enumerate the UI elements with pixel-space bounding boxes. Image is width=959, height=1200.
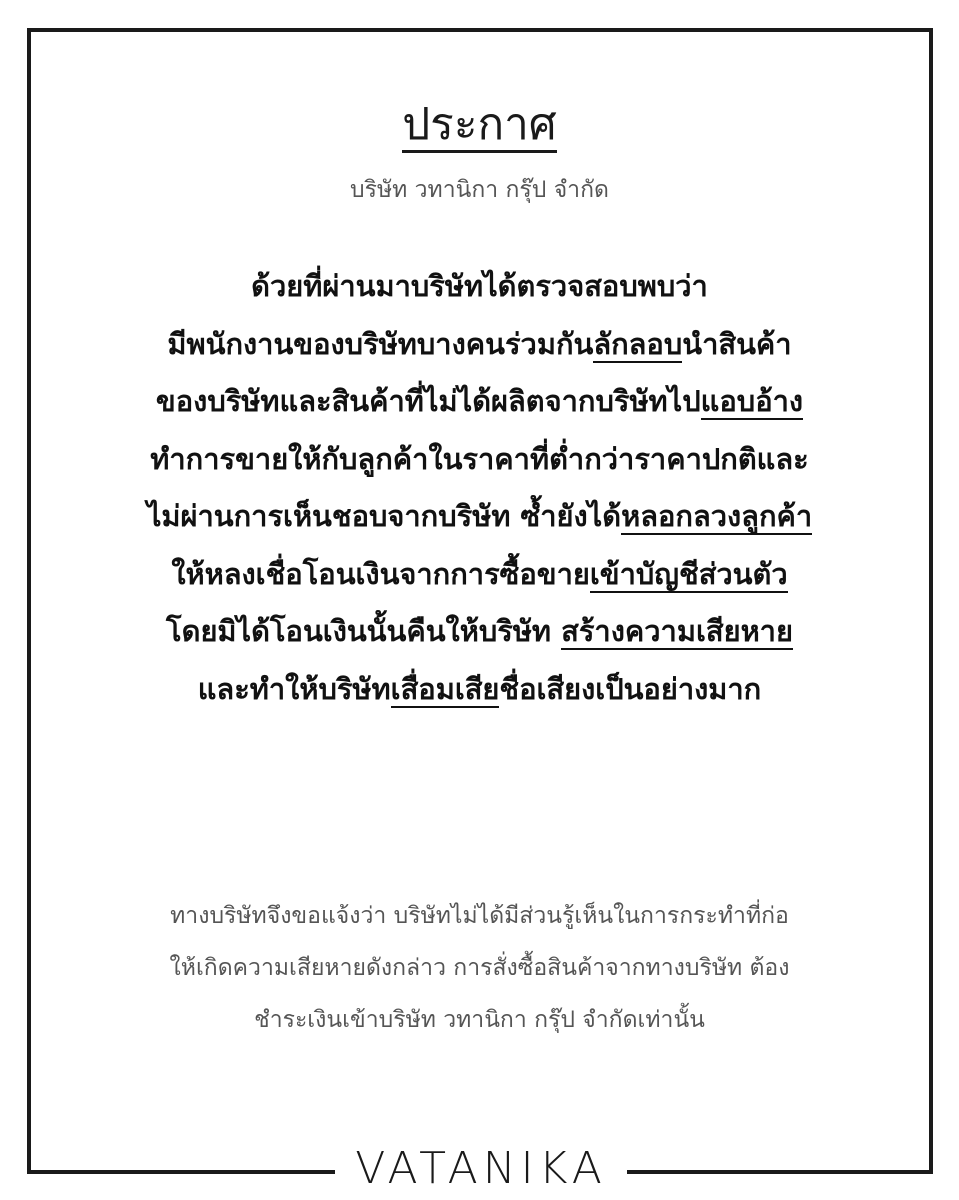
underlined-phrase: แอบอ้าง	[700, 384, 804, 418]
body-line: และทำให้บริษัทเสื่อมเสียชื่อเสียงเป็นอย่างมาก	[197, 671, 762, 706]
body-line: ทำการขายให้กับลูกค้าในราคาที่ต่ำกว่าราคาปกติและ	[150, 441, 809, 476]
underlined-phrase: หลอกลวงลูกค้า	[621, 499, 813, 533]
underlined-phrase: ลักลอบ	[593, 326, 683, 361]
underlined-phrase: สร้างความเสียหาย	[561, 614, 793, 648]
announcement-title	[0, 92, 959, 158]
body-line: ด้วยที่ผ่านมาบริษัทได้ตรวจสอบพบว่า	[251, 269, 708, 303]
body-line: โดยมิได้โอนเงินนั้นคืนให้บริษัท สร้างความเสียหาย	[166, 614, 793, 648]
notice-line: ให้เกิดความเสียหายดังกล่าว การสั่งซื้อสินค้าจากทางบริษัท ต้อง	[169, 955, 790, 981]
brand-wordmark: VATANIKA	[355, 1143, 607, 1194]
underlined-phrase: เข้าบัญชีส่วนตัว	[589, 556, 788, 591]
notice-line: ทางบริษัทจึงขอแจ้งว่า บริษัทไม่ได้มีส่วนรู้เห็นในการกระทำที่ก่อ	[170, 903, 789, 929]
body-line: ให้หลงเชื่อโอนเงินจากการซื้อขายเข้าบัญชีส่วนตัว	[171, 556, 788, 591]
frame-border-bottom-left	[27, 1170, 335, 1174]
underlined-phrase: เสื่อมเสีย	[390, 671, 500, 706]
body-line: ไม่ผ่านการเห็นชอบจากบริษัท ซ้ำยังได้หลอกลวงลูกค้า	[146, 499, 813, 533]
body-line: มีพนักงานของบริษัทบางคนร่วมกันลักลอบนำสินค้า	[167, 326, 792, 361]
notice-line: ชำระเงินเข้าบริษัท วทานิกา กรุ๊ป จำกัดเท่านั้น	[254, 1007, 705, 1033]
company-name-subtitle: บริษัท วทานิกา กรุ๊ป จำกัด	[350, 177, 609, 203]
announcement-body	[60, 258, 899, 718]
announcement-title-text: ประกาศ	[402, 99, 556, 153]
body-line: ของบริษัทและสินค้าที่ไม่ได้ผลิตจากบริษัทไปแอบอ้าง	[155, 384, 804, 418]
frame-border-top	[27, 28, 933, 32]
disclaimer-notice	[80, 890, 879, 1046]
frame-border-bottom-right	[627, 1170, 933, 1174]
